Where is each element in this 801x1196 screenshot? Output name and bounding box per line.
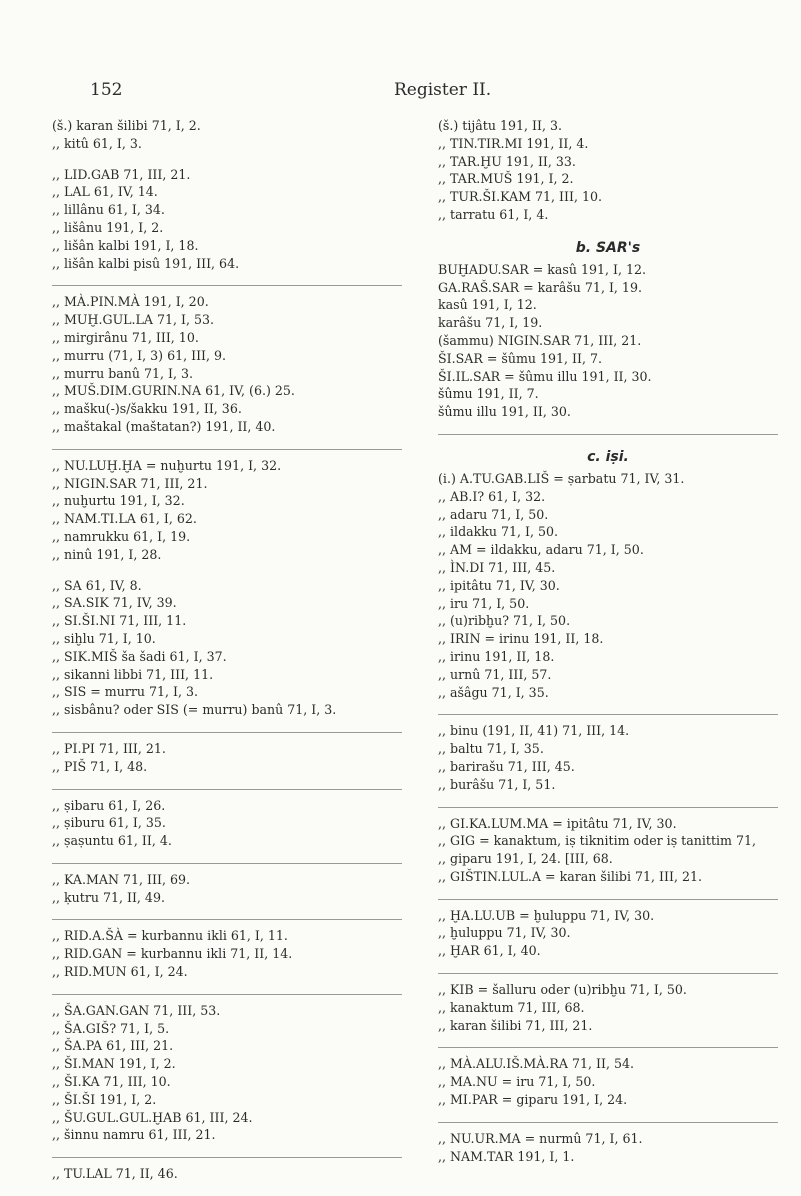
index-entry: ,, SA 61, IV, 8. bbox=[52, 577, 142, 593]
index-entry: ,, GIŠTIN.LUL.A = karan šilibi 71, III, 21. bbox=[438, 868, 702, 884]
index-entry: ,, ŠA.GAN.GAN 71, III, 53. bbox=[52, 1002, 221, 1018]
index-entry: ,, PI.PI 71, III, 21. bbox=[52, 740, 166, 756]
index-entry: ,, ḪA.LU.UB = ḫuluppu 71, IV, 30. bbox=[438, 907, 655, 923]
index-entry: ,, (u)ribḫu? 71, I, 50. bbox=[438, 613, 571, 629]
index-entry: ,, SIS = murru 71, I, 3. bbox=[52, 684, 199, 700]
index-entry: ,, ildakku 71, I, 50. bbox=[438, 524, 559, 540]
index-entry: ,, maštakal (maštatan?) 191, II, 40. bbox=[52, 418, 276, 434]
index-entry: ,, iru 71, I, 50. bbox=[438, 595, 530, 611]
index-entry: ,, kanaktum 71, III, 68. bbox=[438, 999, 585, 1015]
entry-group bbox=[438, 973, 778, 1034]
index-entry: ,, NU.LUḪ.ḪA = nuḫurtu 191, I, 32. bbox=[52, 457, 282, 473]
index-entry: ,, TU.LAL 71, II, 46. bbox=[52, 1166, 178, 1182]
index-entry: ,, RID.A.ŠÀ = kurbannu ikli 61, I, 11. bbox=[52, 928, 288, 944]
entry-group bbox=[52, 994, 402, 1144]
index-entry: ,, giparu 191, I, 24. [III, 68. bbox=[438, 851, 613, 867]
index-entry: ,, GI.KA.LUM.MA = ipitâtu 71, IV, 30. bbox=[438, 815, 677, 831]
index-entry: ,, SIK.MIŠ ša šadi 61, I, 37. bbox=[52, 648, 227, 664]
entry-group bbox=[438, 434, 778, 701]
index-entry: ,, NIGIN.SAR 71, III, 21. bbox=[52, 475, 208, 491]
index-entry: ,, namrukku 61, I, 19. bbox=[52, 528, 191, 544]
index-entry: ,, murru (71, I, 3) 61, III, 9. bbox=[52, 347, 227, 363]
index-entry: ,, ŠI.MAN 191, I, 2. bbox=[52, 1056, 176, 1072]
entry-group bbox=[52, 449, 402, 564]
index-entry: ,, NU.UR.MA = nurmû 71, I, 61. bbox=[438, 1130, 643, 1146]
index-entry: (i.) A.TU.GAB.LIŠ = ṣarbatu 71, IV, 31. bbox=[438, 470, 685, 486]
entry-group bbox=[438, 807, 778, 886]
index-entry: ,, AB.I? 61, I, 32. bbox=[438, 488, 546, 504]
running-title: Register II. bbox=[394, 80, 492, 100]
index-entry: ,, MA.NU = iru 71, I, 50. bbox=[438, 1074, 596, 1090]
index-entry: ,, MÀ.PIN.MÀ 191, I, 20. bbox=[52, 294, 209, 310]
index-entry: ,, karan šilibi 71, III, 21. bbox=[438, 1017, 593, 1033]
entry-group bbox=[438, 899, 778, 960]
index-entry: ,, adaru 71, I, 50. bbox=[438, 506, 549, 522]
section-heading: c. iṣi. bbox=[587, 448, 629, 465]
index-entry: ,, ṣibaru 61, I, 26. bbox=[52, 797, 166, 813]
index-entry: ,, ḪAR 61, I, 40. bbox=[438, 943, 541, 959]
index-entry: ,, MÀ.ALU.IŠ.MÀ.RA 71, II, 54. bbox=[438, 1056, 634, 1072]
index-entry: ,, ašâgu 71, I, 35. bbox=[438, 684, 549, 700]
index-entry: ,, PIŠ 71, I, 48. bbox=[52, 758, 148, 774]
index-entry: (š.) karan šilibi 71, I, 2. bbox=[52, 118, 201, 133]
entry-group bbox=[52, 117, 402, 153]
index-entry: ,, mašku(-)s/šakku 191, II, 36. bbox=[52, 401, 242, 417]
entry-group bbox=[438, 1122, 778, 1166]
index-entry: ŠI.SAR = šûmu 191, II, 7. bbox=[438, 350, 603, 366]
index-entry: ,, ÌN.DI 71, III, 45. bbox=[438, 559, 556, 575]
index-entry: ,, ŠA.GIŠ? 71, I, 5. bbox=[52, 1020, 170, 1036]
index-entry: ,, TAR.MUŠ 191, I, 2. bbox=[438, 171, 574, 187]
index-entry: ,, LID.GAB 71, III, 21. bbox=[52, 166, 191, 182]
index-entry: ,, KA.MAN 71, III, 69. bbox=[52, 871, 191, 887]
index-entry: ,, kitû 61, I, 3. bbox=[52, 135, 142, 151]
index-entry: ,, siḫlu 71, I, 10. bbox=[52, 630, 156, 646]
section-heading: b. SAR's bbox=[575, 239, 641, 256]
index-entry: ,, RID.GAN = kurbannu ikli 71, II, 14. bbox=[52, 946, 293, 962]
index-entry: šûmu 191, II, 7. bbox=[438, 386, 539, 402]
index-entry: ,, LAL 61, IV, 14. bbox=[52, 184, 158, 200]
page-header bbox=[90, 80, 770, 102]
entry-group bbox=[52, 863, 402, 907]
index-entry: ,, ḫuluppu 71, IV, 30. bbox=[438, 925, 571, 941]
index-entry: GA.RAŠ.SAR = karâšu 71, I, 19. bbox=[438, 279, 642, 295]
entry-group bbox=[52, 285, 402, 435]
index-entry: ,, MI.PAR = giparu 191, I, 24. bbox=[438, 1092, 628, 1108]
index-entry: ,, SI.ŠI.NI 71, III, 11. bbox=[52, 613, 187, 629]
entry-group bbox=[52, 577, 402, 719]
index-entry: ,, ṣaṣuntu 61, II, 4. bbox=[52, 833, 172, 849]
index-entry: ,, ipitâtu 71, IV, 30. bbox=[438, 577, 560, 593]
index-entry: ,, ŠU.GUL.GUL.ḪAB 61, III, 24. bbox=[52, 1109, 253, 1125]
index-entry: ,, ŠA.PA 61, III, 21. bbox=[52, 1038, 174, 1054]
index-entry: ,, ŠI.ŠI 191, I, 2. bbox=[52, 1091, 157, 1107]
index-entry: BUḪADU.SAR = kasû 191, I, 12. bbox=[438, 261, 647, 277]
index-entry: ,, barirašu 71, III, 45. bbox=[438, 758, 575, 774]
index-entry: kasû 191, I, 12. bbox=[438, 297, 537, 313]
index-entry: ŠI.IL.SAR = šûmu illu 191, II, 30. bbox=[438, 368, 652, 384]
index-entry: ,, urnû 71, III, 57. bbox=[438, 666, 552, 682]
entry-group bbox=[52, 789, 402, 850]
index-entry: ,, TUR.ŠI.KAM 71, III, 10. bbox=[438, 189, 602, 205]
index-entry: ,, tarratu 61, I, 4. bbox=[438, 206, 549, 222]
index-entry: ,, GIG = kanaktum, iṣ tiknitim oder iṣ tanittim 71, bbox=[438, 833, 757, 849]
entry-group bbox=[52, 166, 402, 273]
index-entry: ,, mirgirânu 71, III, 10. bbox=[52, 329, 199, 345]
entry-group bbox=[52, 732, 402, 776]
index-entry: ,, baltu 71, I, 35. bbox=[438, 741, 544, 757]
index-entry: šûmu illu 191, II, 30. bbox=[438, 404, 571, 420]
index-entry: ,, ŠI.KA 71, III, 10. bbox=[52, 1074, 171, 1090]
index-entry: ,, MUḪ.GUL.LA 71, I, 53. bbox=[52, 312, 215, 328]
index-entry: ,, ṣiburu 61, I, 35. bbox=[52, 815, 166, 831]
index-entry: (š.) tijâtu 191, II, 3. bbox=[438, 118, 562, 133]
index-entry: ,, burâšu 71, I, 51. bbox=[438, 776, 556, 792]
index-entry: ,, lišân kalbi 191, I, 18. bbox=[52, 237, 199, 253]
index-entry: ,, šinnu namru 61, III, 21. bbox=[52, 1127, 216, 1143]
entry-group bbox=[438, 117, 778, 224]
index-entry: ,, TIN.TIR.MI 191, II, 4. bbox=[438, 135, 589, 151]
entry-group bbox=[438, 1047, 778, 1108]
entry-group bbox=[52, 1157, 402, 1183]
left-column bbox=[52, 117, 402, 1196]
index-entry: ,, irinu 191, II, 18. bbox=[438, 648, 555, 664]
entry-group bbox=[52, 919, 402, 980]
index-entry: karâšu 71, I, 19. bbox=[438, 315, 543, 331]
index-entry: ,, murru banû 71, I, 3. bbox=[52, 365, 194, 381]
index-entry: ,, lišânu 191, I, 2. bbox=[52, 219, 164, 235]
index-entry: ,, MUŠ.DIM.GURIN.NA 61, IV, (6.) 25. bbox=[52, 383, 295, 399]
entry-group bbox=[438, 237, 778, 421]
index-entry: ,, ninû 191, I, 28. bbox=[52, 546, 162, 562]
index-entry: ,, binu (191, II, 41) 71, III, 14. bbox=[438, 723, 630, 739]
index-entry: ,, SA.SIK 71, IV, 39. bbox=[52, 595, 177, 611]
index-entry: ,, IRIN = irinu 191, II, 18. bbox=[438, 631, 604, 647]
index-entry: ,, nuḫurtu 191, I, 32. bbox=[52, 493, 185, 509]
index-entry: ,, NAM.TI.LA 61, I, 62. bbox=[52, 511, 197, 527]
index-entry: ,, KIB = šalluru oder (u)ribḫu 71, I, 50. bbox=[438, 982, 687, 998]
index-entry: (šammu) NIGIN.SAR 71, III, 21. bbox=[438, 332, 642, 348]
index-entry: ,, AM = ildakku, adaru 71, I, 50. bbox=[438, 542, 644, 558]
index-entry: ,, sisbânu? oder SIS (= murru) banû 71, I, 3. bbox=[52, 702, 337, 718]
index-entry: ,, lillânu 61, I, 34. bbox=[52, 202, 165, 218]
index-entry: ,, RID.MUN 61, I, 24. bbox=[52, 964, 188, 980]
index-entry: ,, NAM.TAR 191, I, 1. bbox=[438, 1148, 575, 1164]
entry-group bbox=[438, 714, 778, 793]
index-entry: ,, TAR.ḪU 191, II, 33. bbox=[438, 153, 576, 169]
index-entry: ,, lišân kalbi pisû 191, III, 64. bbox=[52, 255, 240, 271]
index-entry: ,, ḳutru 71, II, 49. bbox=[52, 889, 165, 905]
right-column bbox=[438, 117, 778, 1178]
page-number: 152 bbox=[90, 80, 123, 100]
index-entry: ,, sikanni libbi 71, III, 11. bbox=[52, 666, 214, 682]
